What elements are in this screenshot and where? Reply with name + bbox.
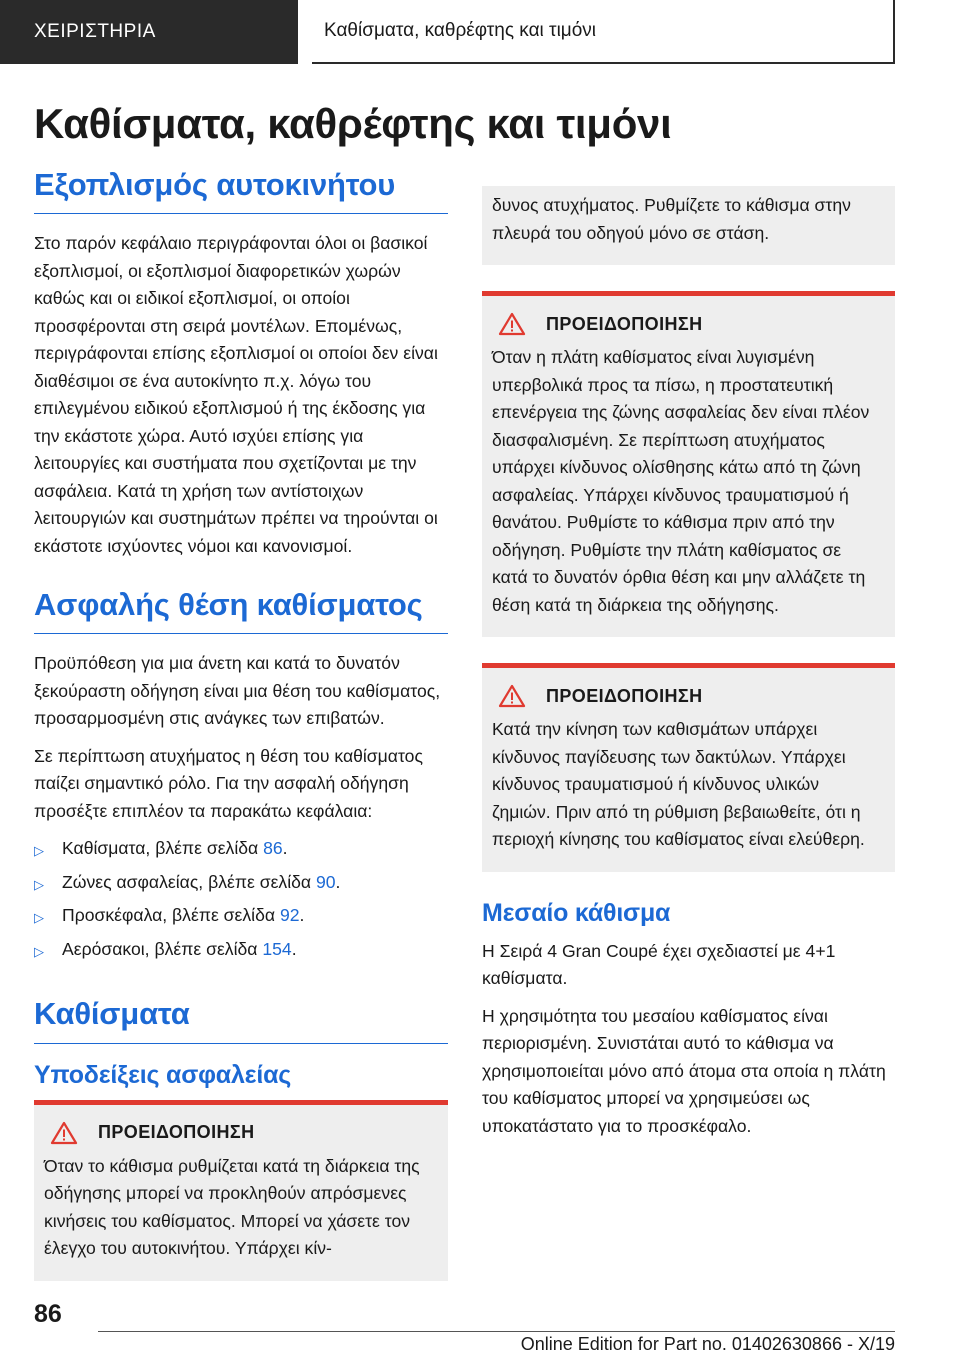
page-header bbox=[0, 0, 960, 64]
section-seats bbox=[34, 995, 448, 1280]
list-item bbox=[34, 835, 448, 865]
right-column bbox=[482, 186, 895, 1150]
warning-box-1 bbox=[34, 1100, 448, 1281]
list-item bbox=[34, 902, 448, 932]
warning-triangle-icon bbox=[498, 312, 526, 336]
heading-middle-seat: Μεσαίο κάθισμα bbox=[482, 898, 671, 927]
triangle-right-icon: ▷ bbox=[34, 910, 44, 926]
warning-text: Όταν το κάθισμα ρυθμίζεται κατά τη διάρκεια της οδήγησης μπορεί να προκληθούν απρόσμενες κινήσεις του καθίσματος. Μπορεί να χάσετε τον έλεγχο του αυτοκινήτου. Υπάρχει κίν- bbox=[44, 1155, 420, 1259]
header-divider bbox=[298, 0, 312, 64]
warning-triangle-icon bbox=[498, 684, 526, 708]
triangle-right-icon: ▷ bbox=[34, 943, 44, 959]
page-link-92[interactable]: 92 bbox=[279, 905, 300, 926]
warning-triangle-icon bbox=[50, 1121, 78, 1145]
page-number: 86 bbox=[34, 1300, 62, 1328]
section-equipment bbox=[34, 166, 448, 560]
warning-title: ΠΡΟΕΙΔΟΠΟΙΗΣΗ bbox=[546, 685, 703, 706]
header-chapter-label: Καθίσματα, καθρέφτης και τιμόνι bbox=[312, 0, 895, 64]
warning-box-3 bbox=[482, 663, 895, 872]
reference-text: Προσκέφαλα, βλέπε σελίδα bbox=[62, 905, 280, 926]
warning-box-2 bbox=[482, 291, 895, 637]
section-safe-position bbox=[34, 586, 448, 965]
left-column bbox=[34, 166, 448, 1307]
heading-safe-position: Ασφαλής θέση καθίσματος bbox=[34, 586, 448, 634]
warning-text-continued: δυνος ατυχήματος. Ρυθμίζετε το κάθισμα στην πλευρά του οδηγού μόνο σε στάση. bbox=[492, 195, 851, 243]
paragraph-middle-seat-1: Η Σειρά 4 Gran Coupé έχει σχεδιαστεί με 4+1 καθίσματα. bbox=[482, 940, 836, 988]
warning-title: ΠΡΟΕΙΔΟΠΟΙΗΣΗ bbox=[98, 1122, 255, 1143]
warning-box-1-continued bbox=[482, 186, 895, 265]
list-item bbox=[34, 869, 448, 899]
triangle-right-icon: ▷ bbox=[34, 876, 44, 892]
footer-edition: Online Edition for Part no. 01402630866 - X/19 bbox=[520, 1334, 895, 1354]
page-title: Καθίσματα, καθρέφτης και τιμόνι bbox=[34, 100, 672, 147]
warning-title: ΠΡΟΕΙΔΟΠΟΙΗΣΗ bbox=[546, 313, 703, 334]
reference-end: . bbox=[299, 905, 305, 926]
heading-safety-notes: Υποδείξεις ασφαλείας bbox=[34, 1060, 292, 1089]
reference-text: Αερόσακοι, βλέπε σελίδα bbox=[62, 938, 263, 959]
reference-end: . bbox=[335, 871, 341, 892]
paragraph-safe-position-1: Προϋπόθεση για μια άνετη και κατά το δυνατόν ξεκούραστη οδήγηση είναι μια θέση του καθίσματος, προσαρμοσμένη στις ανάγκες των επιβατών. bbox=[34, 653, 441, 729]
warning-text: Κατά την κίνηση των καθισμάτων υπάρχει κίνδυνος παγίδευσης των δακτύλων. Υπάρχει κίνδυνος τραυματισμού ή κίνδυνος υλικών ζημιών. Πριν από τη ρύθμιση βεβαιωθείτε, ότι η περιοχή κίνησης του καθίσματος είναι ελεύθερη. bbox=[492, 719, 865, 849]
page-link-90[interactable]: 90 bbox=[315, 871, 336, 892]
triangle-right-icon: ▷ bbox=[34, 843, 44, 859]
reference-list bbox=[34, 835, 448, 965]
list-item bbox=[34, 936, 448, 966]
paragraph-middle-seat-2: Η χρησιμότητα του μεσαίου καθίσματος είναι περιορισμένη. Συνιστάται αυτό το κάθισμα να χρησιμοποιείται μόνο από άτομα στα οποία η πλάτη του καθίσματος μπορεί να χρησιμεύσει ως υποκατάστατο για το προσκέφαλο. bbox=[482, 1005, 886, 1136]
page-link-154[interactable]: 154 bbox=[262, 938, 292, 959]
reference-end: . bbox=[291, 938, 297, 959]
paragraph-safe-position-2: Σε περίπτωση ατυχήματος η θέση του καθίσματος παίζει σημαντικό ρόλο. Για την ασφαλή οδήγηση προσέξτε επιπλέον τα παρακάτω κεφάλαια: bbox=[34, 745, 423, 821]
footer-divider bbox=[98, 1331, 895, 1332]
reference-text: Ζώνες ασφαλείας, βλέπε σελίδα bbox=[62, 871, 316, 892]
heading-equipment: Εξοπλισμός αυτοκινήτου bbox=[34, 166, 448, 214]
warning-text: Όταν η πλάτη καθίσματος είναι λυγισμένη υπερβολικά προς τα πίσω, η προστατευτική επενέργεια της ζώνης ασφαλείας δεν είναι πλέον διασφαλισμένη. Σε περίπτωση ατυχήματος υπάρχει κίνδυνος ολίσθησης κάτω από τη ζώνη ασφαλείας. Υπάρχει κίνδυνος τραυματισμού ή θανάτου. Ρυθμίστε το κάθισμα πριν από την οδήγηση. Ρυθμίστε την πλάτη καθίσματος σε κατά το δυνατόν όρθια θέση και μην αλλάζετε τη θέση κατά τη διάρκεια της οδήγησης. bbox=[492, 347, 870, 615]
page-link-86[interactable]: 86 bbox=[263, 838, 283, 859]
paragraph-equipment: Στο παρόν κεφάλαιο περιγράφονται όλοι οι βασικοί εξοπλισμοί, οι εξοπλισμοί διαφορετικών χωρών καθώς και οι ειδικοί εξοπλισμοί, οι οποίοι προσφέρονται στη σειρά μοντέλων. Επομένως, περιγράφονται επίσης εξοπλισμοί οι οποίοι δεν είναι διαθέσιμοι σε ένα αυτοκίνητο π.χ. λόγω του επιλεγμένου ειδικού εξοπλισμού ή της έκδοσης για την εκάστοτε χώρα. Αυτό ισχύει επίσης για λειτουργίες και συστήματα που σχετίζονται με την ασφάλεια. Κατά τη χρήση των αντίστοιχων λειτουργιών και συστημάτων πρέπει να τηρούνται οι εκάστοτε ισχύοντες νόμοι και κανονισμοί. bbox=[34, 233, 438, 556]
header-section-label: ΧΕΙΡΙΣΤΗΡΙΑ bbox=[0, 0, 298, 64]
reference-text: Καθίσματα, βλέπε σελίδα bbox=[62, 838, 264, 859]
reference-end: . bbox=[282, 838, 288, 859]
section-middle-seat bbox=[482, 898, 895, 1141]
heading-seats: Καθίσματα bbox=[34, 995, 448, 1043]
